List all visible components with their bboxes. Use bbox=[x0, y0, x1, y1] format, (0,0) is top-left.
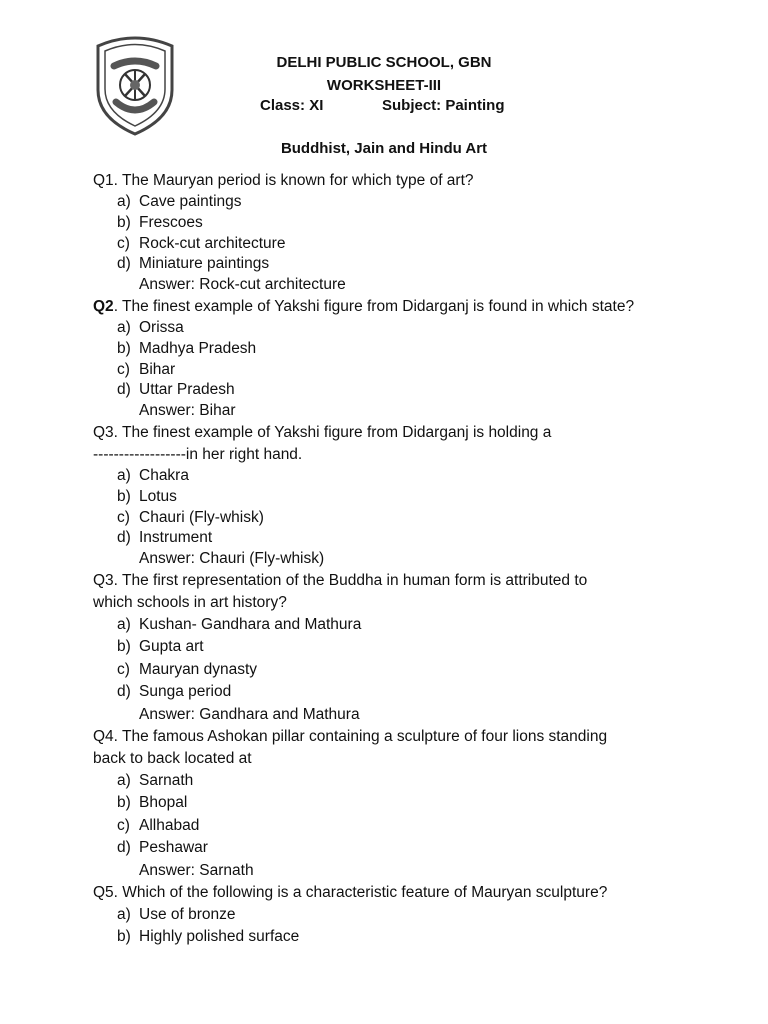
question-text: Q3. The first representation of the Buddha in human form is attributed to bbox=[93, 571, 588, 589]
option-item: d) Miniature paintings bbox=[117, 255, 270, 273]
option-item: b) Highly polished surface bbox=[117, 928, 300, 946]
question-text-continued: which schools in art history? bbox=[93, 593, 287, 611]
question-text: Q1. The Mauryan period is known for which type of art? bbox=[93, 172, 474, 189]
option-item: a) Chakra bbox=[117, 466, 189, 484]
question-text: Q4. The famous Ashokan pillar containing a sculpture of four lions standing bbox=[93, 727, 608, 745]
option-item: d) Instrument bbox=[117, 529, 213, 547]
option-item: a) Cave paintings bbox=[117, 193, 242, 210]
question-block bbox=[93, 296, 733, 422]
option-item: b) Bhopal bbox=[117, 794, 188, 812]
question-text: Q2. The finest example of Yakshi figure from Didarganj is found in which state? bbox=[93, 297, 635, 315]
question-text: Q3. The finest example of Yakshi figure from Didarganj is holding a bbox=[93, 423, 552, 441]
question-block bbox=[93, 422, 733, 570]
option-item: c) Allhabad bbox=[117, 816, 200, 834]
answer-text: Answer: Sarnath bbox=[139, 861, 254, 879]
option-item: c) Mauryan dynasty bbox=[117, 660, 258, 678]
topic-title: Buddhist, Jain and Hindu Art bbox=[280, 140, 488, 157]
option-item: a) Orissa bbox=[117, 318, 184, 336]
answer-text: Answer: Rock-cut architecture bbox=[139, 276, 346, 294]
option-item: d) Peshawar bbox=[117, 839, 208, 857]
option-item: a) Use of bronze bbox=[117, 906, 236, 924]
subject-label: Subject: Painting bbox=[382, 97, 505, 114]
option-item: d) Sunga period bbox=[117, 683, 232, 701]
school-name: DELHI PUBLIC SCHOOL, GBN bbox=[276, 54, 492, 71]
answer-text: Answer: Bihar bbox=[139, 402, 236, 420]
option-item: c) Chauri (Fly-whisk) bbox=[117, 508, 264, 526]
option-item: d) Uttar Pradesh bbox=[117, 381, 235, 399]
question-text: Q5. Which of the following is a characteristic feature of Mauryan sculpture? bbox=[93, 884, 608, 902]
answer-text: Answer: Gandhara and Mathura bbox=[139, 705, 360, 723]
answer-text: Answer: Chauri (Fly-whisk) bbox=[139, 550, 325, 568]
question-block bbox=[93, 570, 733, 726]
question-text-continued: ------------------in her right hand. bbox=[93, 445, 303, 463]
question-list bbox=[93, 170, 733, 949]
option-item: b) Lotus bbox=[117, 487, 177, 505]
option-item: b) Madhya Pradesh bbox=[117, 339, 257, 357]
question-block bbox=[93, 882, 733, 949]
option-item: c) Bihar bbox=[117, 360, 176, 378]
question-block bbox=[93, 170, 733, 296]
class-label: Class: XI bbox=[260, 97, 324, 114]
option-item: a) Sarnath bbox=[117, 771, 194, 789]
question-block bbox=[93, 726, 733, 882]
question-text-continued: back to back located at bbox=[93, 749, 252, 767]
option-item: a) Kushan- Gandhara and Mathura bbox=[117, 615, 362, 633]
option-item: b) Frescoes bbox=[117, 213, 203, 231]
option-item: b) Gupta art bbox=[117, 638, 204, 656]
option-item: c) Rock-cut architecture bbox=[117, 234, 286, 252]
worksheet-title: WORKSHEET-III bbox=[326, 77, 442, 94]
